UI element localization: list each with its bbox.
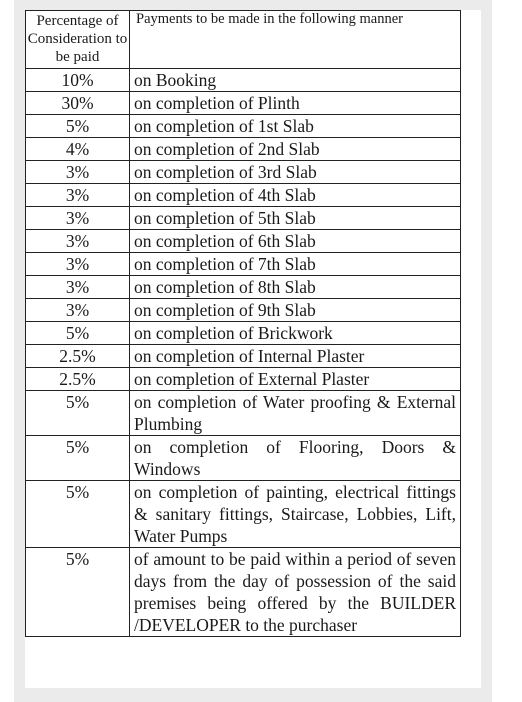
table-row <box>26 115 461 138</box>
row-stage: on completion of Water proofing & External Plumbing <box>130 391 461 436</box>
payment-schedule-table <box>25 10 461 637</box>
row-percentage: 5% <box>26 391 130 436</box>
row-stage: on completion of 3rd Slab <box>130 161 461 184</box>
table-row <box>26 69 461 92</box>
row-stage: on completion of 1st Slab <box>130 115 461 138</box>
table-header-row <box>26 11 461 69</box>
row-stage: on completion of Internal Plaster <box>130 345 461 368</box>
table-row <box>26 299 461 322</box>
table-row <box>26 481 461 548</box>
table-row <box>26 345 461 368</box>
row-percentage: 3% <box>26 299 130 322</box>
row-percentage: 5% <box>26 548 130 637</box>
row-percentage: 3% <box>26 184 130 207</box>
row-stage: on Booking <box>130 69 461 92</box>
table-row <box>26 276 461 299</box>
row-percentage: 30% <box>26 92 130 115</box>
table-row <box>26 322 461 345</box>
row-percentage: 3% <box>26 253 130 276</box>
header-percentage: Percentage of Consideration to be paid <box>26 11 130 69</box>
row-percentage: 2.5% <box>26 368 130 391</box>
row-stage: on completion of 7th Slab <box>130 253 461 276</box>
table-row <box>26 548 461 637</box>
row-stage: of amount to be paid within a period of seven days from the day of possession of the said premises being offered by the BUILDER /DEVELOPER to the purchaser <box>130 548 461 637</box>
page-background <box>14 0 492 702</box>
row-stage: on completion of 2nd Slab <box>130 138 461 161</box>
row-percentage: 10% <box>26 69 130 92</box>
table-row <box>26 161 461 184</box>
row-percentage: 2.5% <box>26 345 130 368</box>
row-stage: on completion of Brickwork <box>130 322 461 345</box>
row-stage: on completion of 9th Slab <box>130 299 461 322</box>
table-row <box>26 92 461 115</box>
table-row <box>26 138 461 161</box>
table-row <box>26 391 461 436</box>
row-percentage: 4% <box>26 138 130 161</box>
row-stage: on completion of 8th Slab <box>130 276 461 299</box>
row-stage: on completion of External Plaster <box>130 368 461 391</box>
row-percentage: 3% <box>26 161 130 184</box>
row-percentage: 5% <box>26 481 130 548</box>
row-stage: on completion of 5th Slab <box>130 207 461 230</box>
row-stage: on completion of 6th Slab <box>130 230 461 253</box>
table-row <box>26 207 461 230</box>
row-percentage: 5% <box>26 322 130 345</box>
table-row <box>26 253 461 276</box>
row-percentage: 5% <box>26 436 130 481</box>
table-row <box>26 184 461 207</box>
row-percentage: 5% <box>26 115 130 138</box>
row-stage: on completion of Flooring, Doors & Windows <box>130 436 461 481</box>
header-payments: Payments to be made in the following manner <box>130 11 461 69</box>
document-sheet <box>25 10 481 688</box>
table-row <box>26 436 461 481</box>
table-row <box>26 230 461 253</box>
table-row <box>26 368 461 391</box>
row-stage: on completion of 4th Slab <box>130 184 461 207</box>
row-percentage: 3% <box>26 207 130 230</box>
row-stage: on completion of painting, electrical fittings & sanitary fittings, Staircase, Lobbies, Lift, Water Pumps <box>130 481 461 548</box>
row-percentage: 3% <box>26 230 130 253</box>
row-stage: on completion of Plinth <box>130 92 461 115</box>
row-percentage: 3% <box>26 276 130 299</box>
